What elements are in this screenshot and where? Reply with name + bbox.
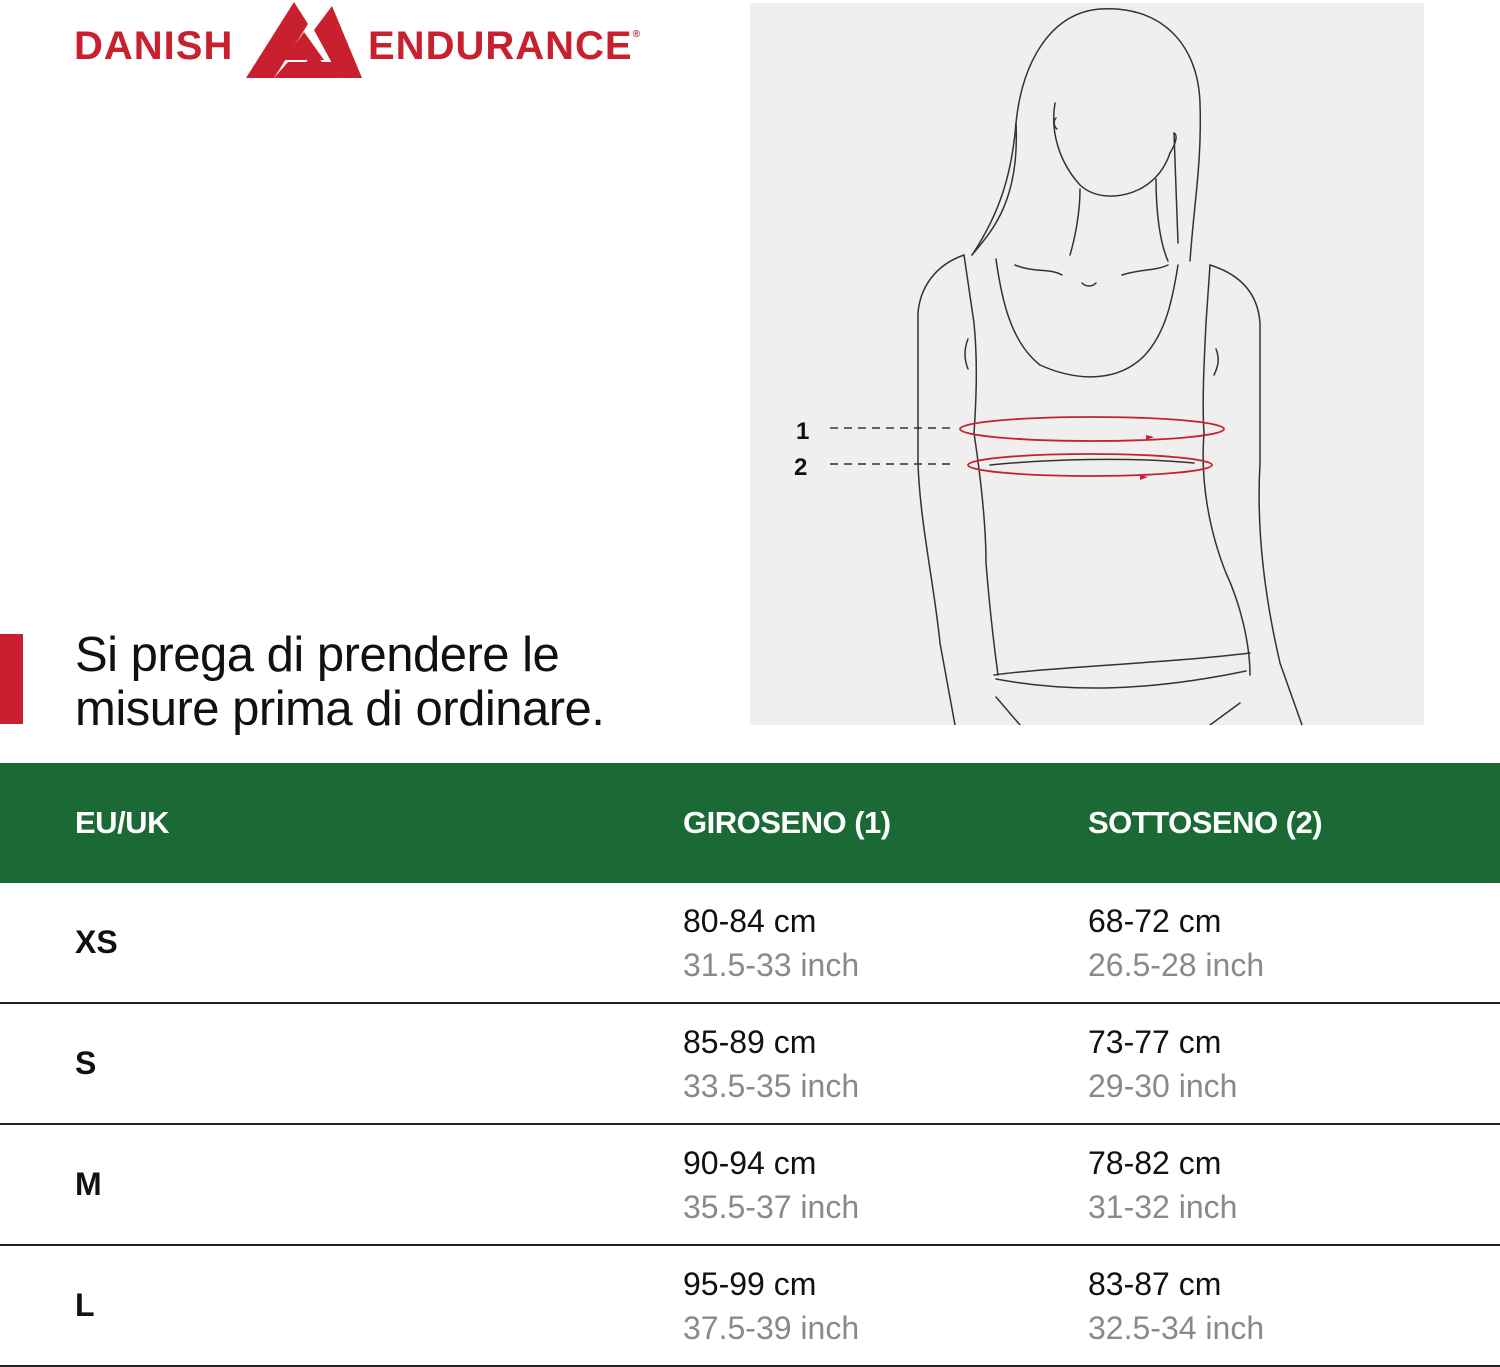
underbust-cm: 83-87 cm	[1088, 1266, 1222, 1302]
size-table	[0, 763, 1500, 1367]
bust-inch: 37.5-39 inch	[683, 1310, 860, 1346]
bust-inch: 31.5-33 inch	[683, 947, 860, 983]
accent-bar	[0, 634, 23, 724]
table-row	[0, 1125, 1500, 1246]
measurement-figure	[750, 3, 1424, 725]
brand-name-right: ENDURANCE®	[368, 24, 641, 68]
underbust-inch: 32.5-34 inch	[1088, 1310, 1265, 1346]
table-row	[0, 883, 1500, 1004]
table-row	[0, 1246, 1500, 1367]
underbust-cm: 68-72 cm	[1088, 903, 1222, 939]
column-header-size: EU/UK	[75, 805, 169, 840]
underbust-cm: 78-82 cm	[1088, 1145, 1222, 1181]
bust-inch: 35.5-37 inch	[683, 1189, 860, 1225]
bust-cm: 80-84 cm	[683, 903, 817, 939]
size-label: S	[75, 1045, 97, 1081]
woman-outline-illustration	[750, 3, 1424, 725]
headline	[75, 628, 735, 736]
underbust-cell	[1088, 901, 1264, 985]
underbust-inch: 26.5-28 inch	[1088, 947, 1265, 983]
bust-cm: 90-94 cm	[683, 1145, 817, 1181]
underbust-cell	[1088, 1143, 1237, 1227]
bust-cell	[683, 901, 859, 985]
brand-name-left: DANISH	[74, 24, 234, 68]
size-label: XS	[75, 924, 118, 960]
headline-line-1: Si prega di prendere le	[75, 628, 560, 682]
bust-cell	[683, 1143, 859, 1227]
bust-inch: 33.5-35 inch	[683, 1068, 860, 1104]
table-header	[0, 763, 1500, 883]
underbust-inch: 29-30 inch	[1088, 1068, 1238, 1104]
underbust-cm: 73-77 cm	[1088, 1024, 1222, 1060]
underbust-inch: 31-32 inch	[1088, 1189, 1238, 1225]
underbust-cell	[1088, 1022, 1237, 1106]
bust-cm: 95-99 cm	[683, 1266, 817, 1302]
bust-cell	[683, 1264, 859, 1348]
underbust-cell	[1088, 1264, 1264, 1348]
brand-mountain-icon	[244, 0, 364, 80]
column-header-bust: GIROSENO (1)	[683, 805, 891, 840]
bust-cell	[683, 1022, 859, 1106]
headline-line-2: misure prima di ordinare.	[75, 682, 605, 736]
size-label: M	[75, 1166, 102, 1202]
column-header-underbust: SOTTOSENO (2)	[1088, 805, 1323, 840]
marker-1-label: 1	[796, 418, 810, 445]
table-row	[0, 1004, 1500, 1125]
marker-2-label: 2	[794, 454, 808, 481]
bust-cm: 85-89 cm	[683, 1024, 817, 1060]
size-label: L	[75, 1287, 95, 1323]
brand-logo	[74, 0, 654, 85]
